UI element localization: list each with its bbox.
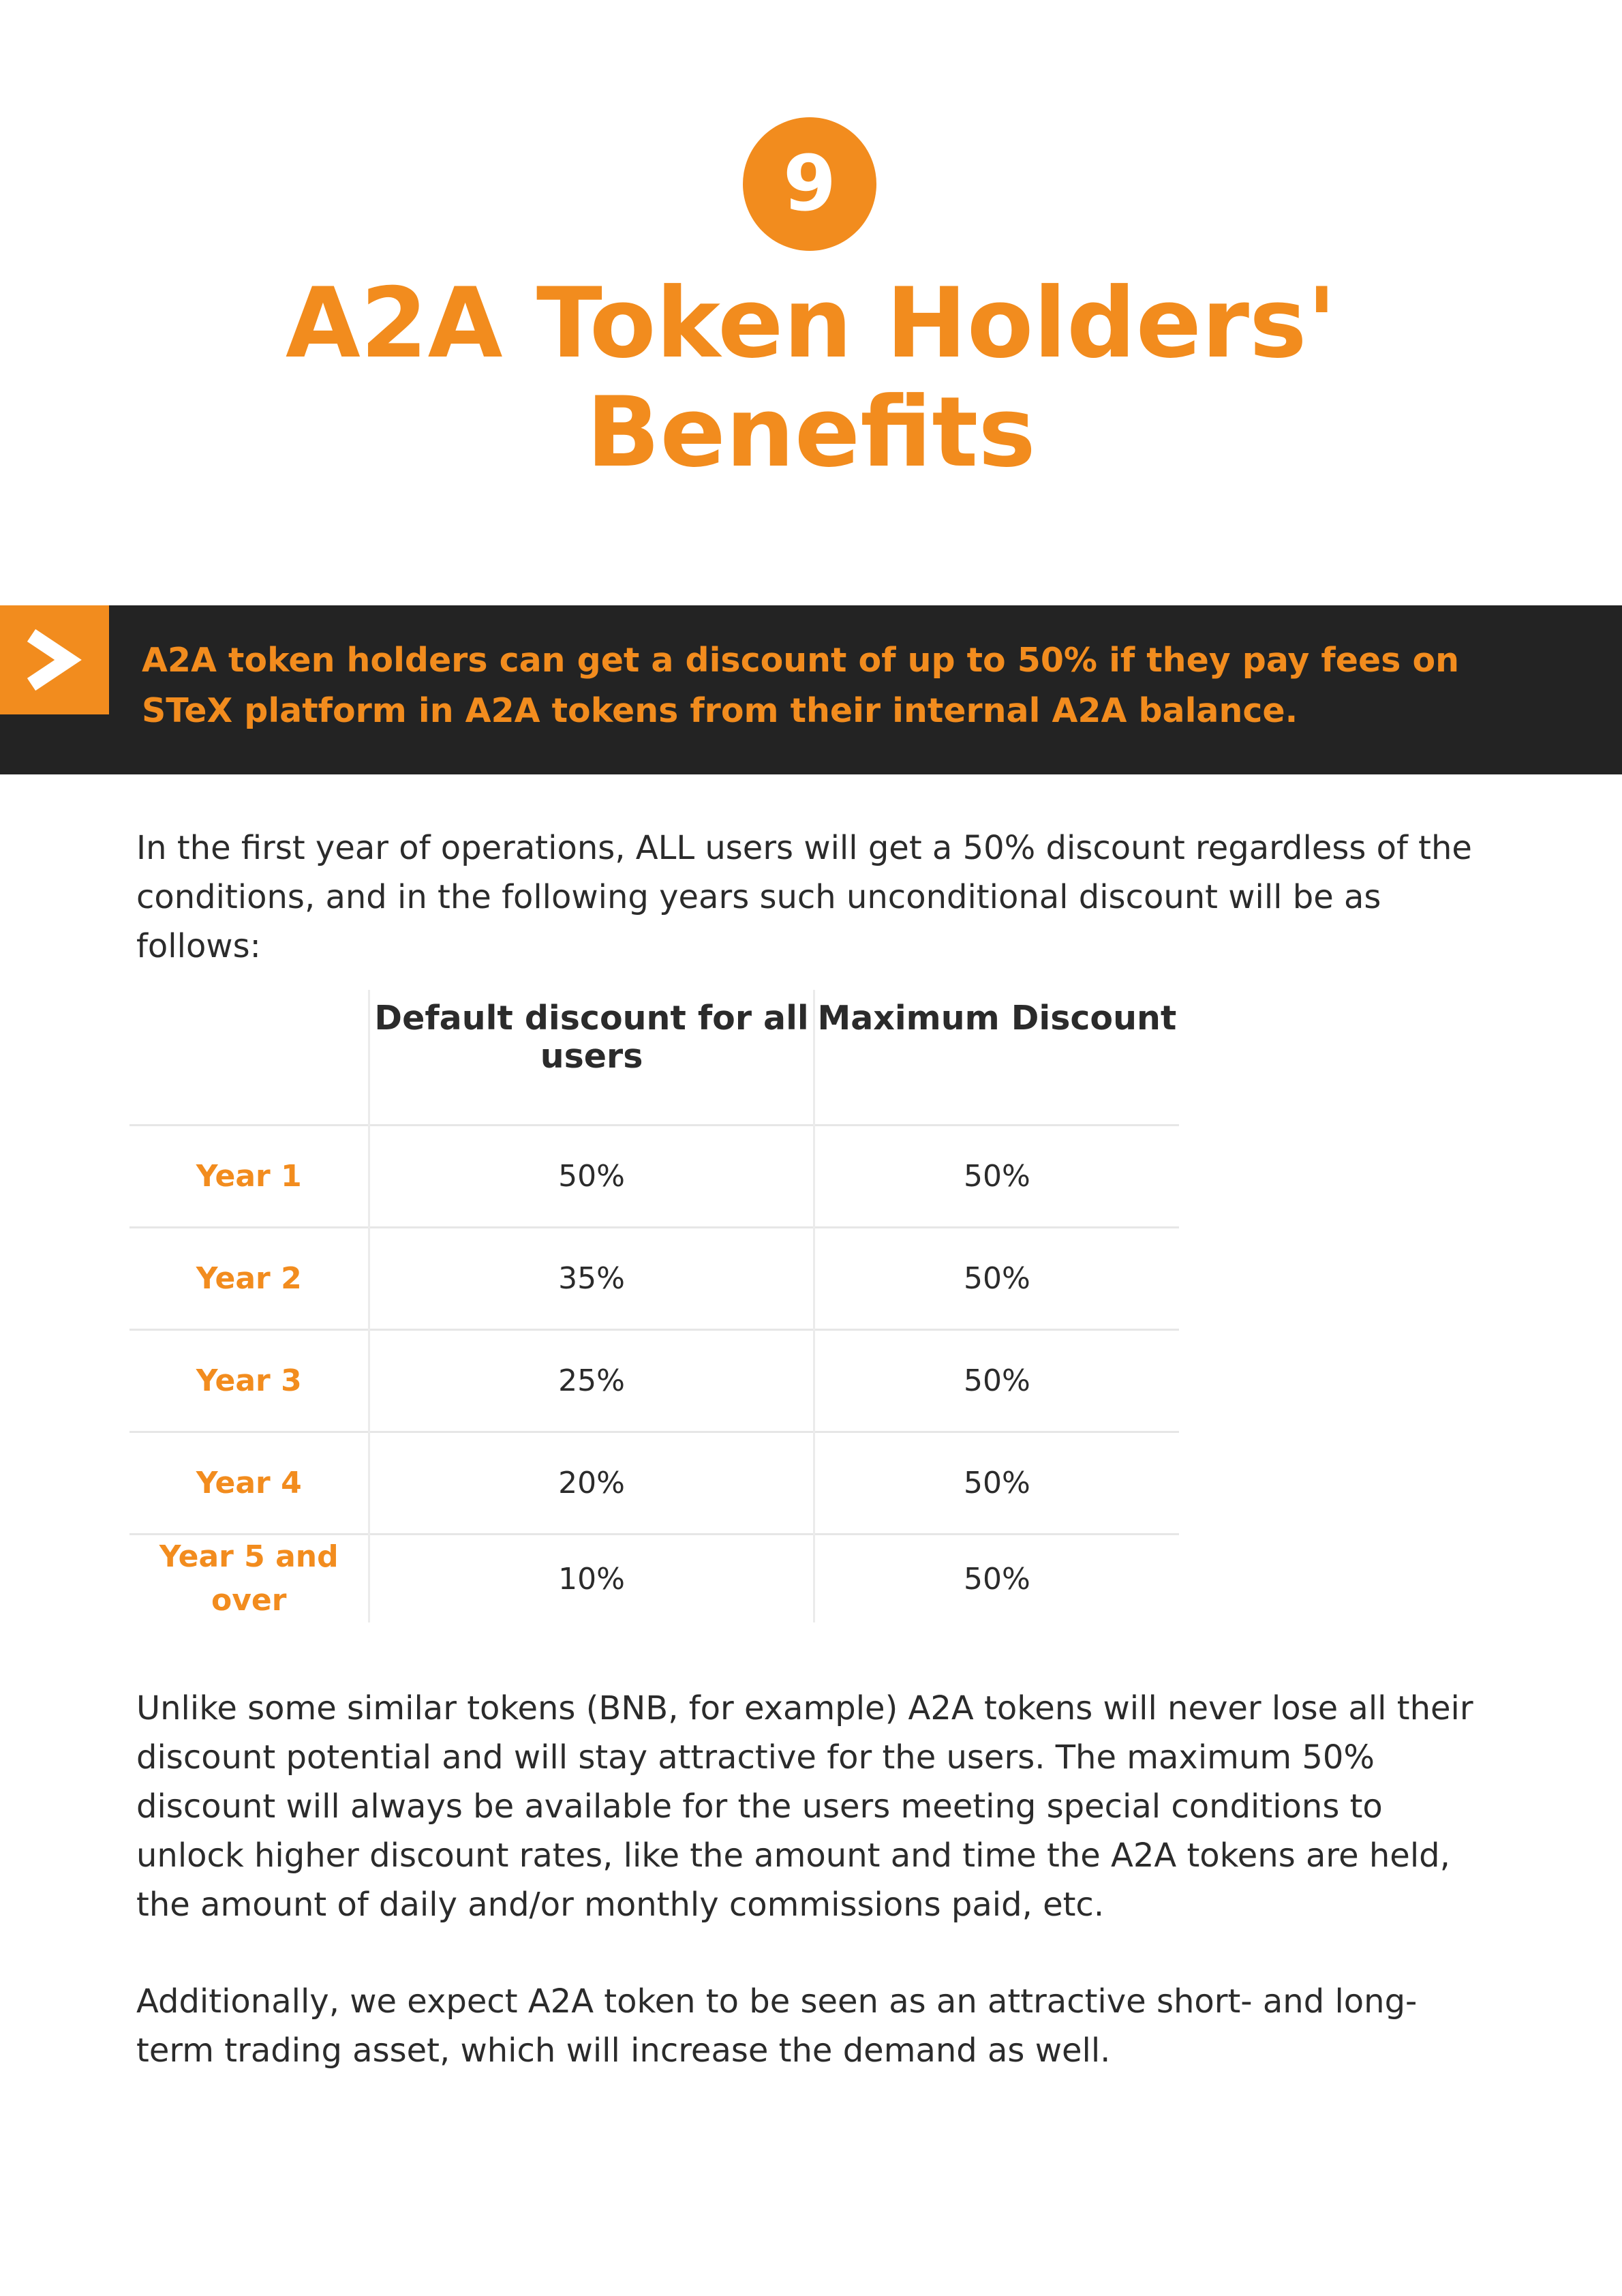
body-paragraph: Unlike some similar tokens (BNB, for example) A2A tokens will never lose all their discount potential and will stay attractive for the users. The maximum 50% discount will always be available for the users meeting special conditions to unlock higher discount rates, like the amount and time the A2A tokens are held, the amount of daily and/or monthly commissions paid, etc. (136, 1689, 1473, 1924)
banner-text: A2A token holders can get a discount of up to 50% if they pay fees on STeX platform in A2A tokens from their internal A2A balance. (142, 641, 1459, 730)
max-discount-cell: 50% (814, 1228, 1179, 1330)
table-header-cell: Default discount for all users (369, 990, 814, 1126)
table-row (129, 1126, 1179, 1228)
page-title-line2: Benefits (586, 376, 1036, 489)
default-discount-cell: 10% (369, 1535, 814, 1623)
max-discount-cell: 50% (814, 1535, 1179, 1623)
year-cell: Year 1 (129, 1126, 369, 1228)
page-title (0, 269, 1622, 487)
year-cell: Year 2 (129, 1228, 369, 1330)
discount-table (129, 990, 1179, 1622)
highlight-banner (0, 605, 1622, 774)
table-header-cell: Maximum Discount (814, 990, 1179, 1126)
year-cell: Year 3 (129, 1330, 369, 1432)
year-cell: Year 4 (129, 1432, 369, 1535)
body-paragraph: Additionally, we expect A2A token to be seen as an attractive short- and long-term trading asset, which will increase the demand as well. (136, 1982, 1418, 2070)
default-discount-cell: 50% (369, 1126, 814, 1228)
chevron-right-icon (0, 605, 109, 714)
table-row (129, 1330, 1179, 1432)
table-header-cell (129, 990, 369, 1126)
table-row (129, 1228, 1179, 1330)
max-discount-cell: 50% (814, 1330, 1179, 1432)
intro-paragraph: In the first year of operations, ALL users will get a 50% discount regardless of the conditions, and in the following years such unconditional discount will be as follows: (136, 829, 1472, 965)
table-row (129, 1535, 1179, 1623)
page-title-line1: A2A Token Holders' (285, 267, 1337, 380)
default-discount-cell: 35% (369, 1228, 814, 1330)
default-discount-cell: 25% (369, 1330, 814, 1432)
table-header-row (129, 990, 1179, 1126)
max-discount-cell: 50% (814, 1126, 1179, 1228)
year-cell: Year 5 and over (129, 1535, 369, 1623)
max-discount-cell: 50% (814, 1432, 1179, 1535)
default-discount-cell: 20% (369, 1432, 814, 1535)
table-row (129, 1432, 1179, 1535)
section-number-badge: 9 (743, 117, 876, 251)
